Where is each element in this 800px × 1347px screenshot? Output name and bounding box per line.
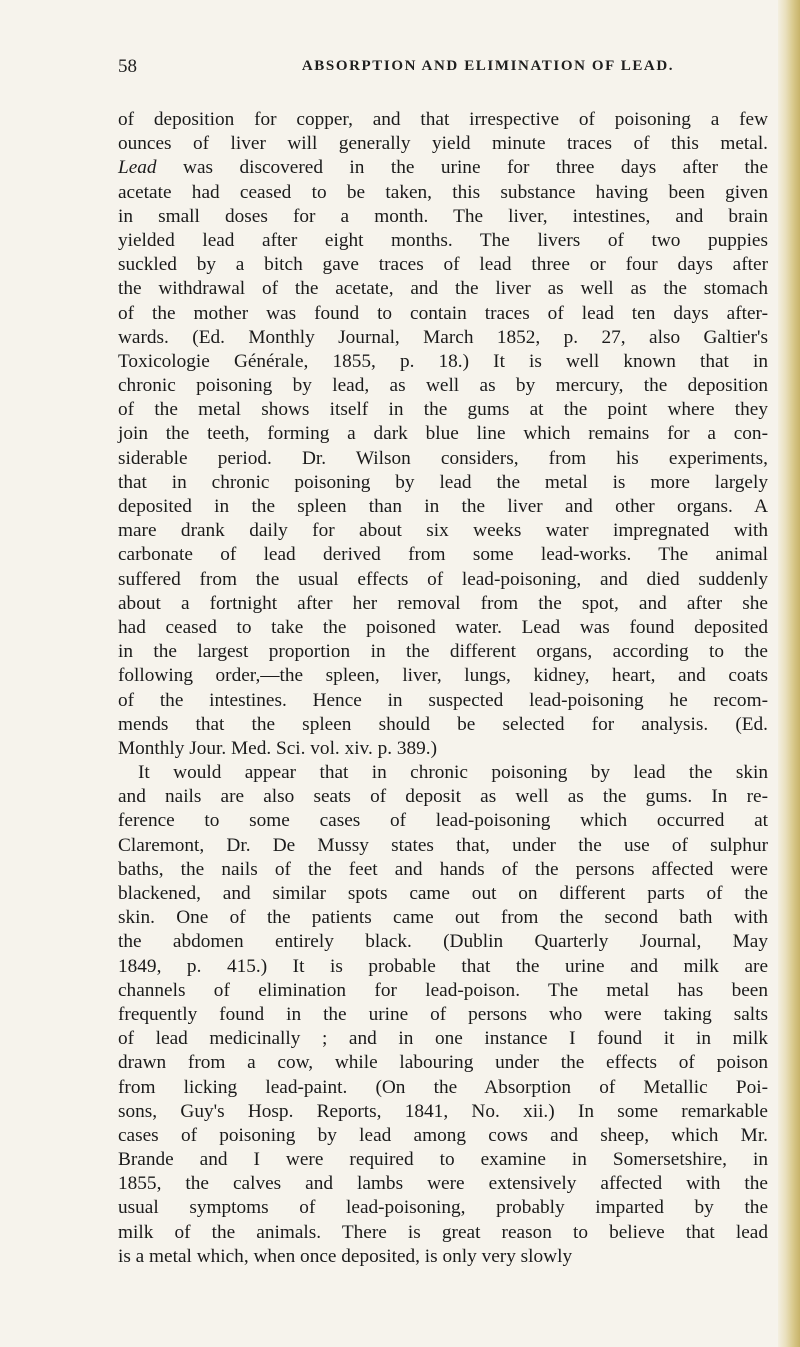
page-number: 58 bbox=[118, 56, 137, 77]
text-line: Toxicologie Générale, 1855, p. 18.) It is well known that in bbox=[118, 350, 768, 372]
text-line: sons, Guy's Hosp. Reports, 1841, No. xii.) In some remarkable bbox=[118, 1100, 768, 1122]
text-line: following order,—the spleen, liver, lungs, kidney, heart, and coats bbox=[118, 665, 768, 687]
text-line: chronic poisoning by lead, as well as by mercury, the deposition bbox=[118, 375, 768, 397]
text-line: is a metal which, when once deposited, is only very slowly bbox=[118, 1245, 573, 1267]
text-line: baths, the nails of the feet and hands of the persons affected were bbox=[118, 858, 768, 880]
text-line: drawn from a cow, while labouring under the effects of poison bbox=[118, 1052, 768, 1074]
text-line: suffered from the usual effects of lead-poisoning, and died suddenly bbox=[118, 568, 768, 590]
text-line: mare drank daily for about six weeks water impregnated with bbox=[118, 520, 768, 542]
text-line: Monthly Jour. Med. Sci. vol. xiv. p. 389.) bbox=[118, 737, 438, 759]
text-line: Lead was discovered in the urine for three days after the bbox=[118, 157, 768, 179]
text-line: that in chronic poisoning by lead the metal is more largely bbox=[118, 471, 768, 493]
text-line: ounces of liver will generally yield minute traces of this metal. bbox=[118, 133, 768, 155]
text-line: 1855, the calves and lambs were extensively affected with the bbox=[118, 1173, 768, 1195]
running-head bbox=[118, 56, 768, 86]
text-line: in the largest proportion in the different organs, according to the bbox=[118, 641, 768, 663]
text-line: the withdrawal of the acetate, and the liver as well as the stomach bbox=[118, 278, 768, 300]
text-line: cases of poisoning by lead among cows and sheep, which Mr. bbox=[118, 1124, 768, 1146]
text-line: usual symptoms of lead-poisoning, probably imparted by the bbox=[118, 1197, 768, 1219]
text-line: of deposition for copper, and that irrespective of poisoning a few bbox=[118, 109, 768, 130]
text-line: ference to some cases of lead-poisoning which occurred at bbox=[118, 810, 768, 832]
text-line: 1849, p. 415.) It is probable that the urine and milk are bbox=[118, 955, 768, 977]
text-line: Claremont, Dr. De Mussy states that, under the use of sulphur bbox=[118, 834, 768, 856]
text-line: It would appear that in chronic poisoning by lead the skin bbox=[138, 762, 768, 784]
text-line: siderable period. Dr. Wilson considers, from his experiments, bbox=[118, 447, 768, 469]
text-line: had ceased to take the poisoned water. Lead was found deposited bbox=[118, 616, 768, 638]
running-title: ABSORPTION AND ELIMINATION OF LEAD. bbox=[301, 58, 675, 74]
text-line: wards. (Ed. Monthly Journal, March 1852, p. 27, also Galtier's bbox=[118, 326, 768, 348]
text-line: milk of the animals. There is great reason to believe that lead bbox=[118, 1221, 768, 1243]
text-line: mends that the spleen should be selected for analysis. (Ed. bbox=[118, 713, 768, 735]
text-line: channels of elimination for lead-poison. The metal has been bbox=[118, 979, 768, 1001]
text-line: Brande and I were required to examine in Somersetshire, in bbox=[118, 1149, 768, 1171]
text-line: yielded lead after eight months. The livers of two puppies bbox=[118, 229, 768, 251]
text-line: about a fortnight after her removal from the spot, and after she bbox=[118, 592, 768, 614]
body-text bbox=[118, 108, 768, 1269]
text-line: of the intestines. Hence in suspected lead-poisoning he recom- bbox=[118, 689, 768, 711]
text-line: from licking lead-paint. (On the Absorption of Metallic Poi- bbox=[118, 1076, 768, 1098]
text-line: skin. One of the patients came out from the second bath with bbox=[118, 907, 768, 929]
text-line: carbonate of lead derived from some lead-works. The animal bbox=[118, 544, 768, 566]
text-line: blackened, and similar spots came out on different parts of the bbox=[118, 883, 768, 904]
text-line: suckled by a bitch gave traces of lead three or four days after bbox=[118, 254, 768, 276]
text-line: acetate had ceased to be taken, this substance having been given bbox=[118, 181, 768, 203]
text-line: deposited in the spleen than in the liver and other organs. A bbox=[118, 496, 768, 517]
text-line: frequently found in the urine of persons who were taking salts bbox=[118, 1003, 768, 1025]
text-line: join the teeth, forming a dark blue line which remains for a con- bbox=[118, 423, 768, 445]
text-line: in small doses for a month. The liver, intestines, and brain bbox=[118, 205, 768, 227]
italic-word: Lead bbox=[118, 157, 157, 179]
page-edge-binding bbox=[778, 0, 800, 1347]
text-line: of the metal shows itself in the gums at the point where they bbox=[118, 399, 768, 421]
text-line: of the mother was found to contain traces of lead ten days after- bbox=[118, 302, 768, 324]
text-line: the abdomen entirely black. (Dublin Quarterly Journal, May bbox=[118, 931, 768, 953]
text-line: of lead medicinally ; and in one instance I found it in milk bbox=[118, 1028, 768, 1050]
text-line: and nails are also seats of deposit as well as the gums. In re- bbox=[118, 786, 768, 808]
